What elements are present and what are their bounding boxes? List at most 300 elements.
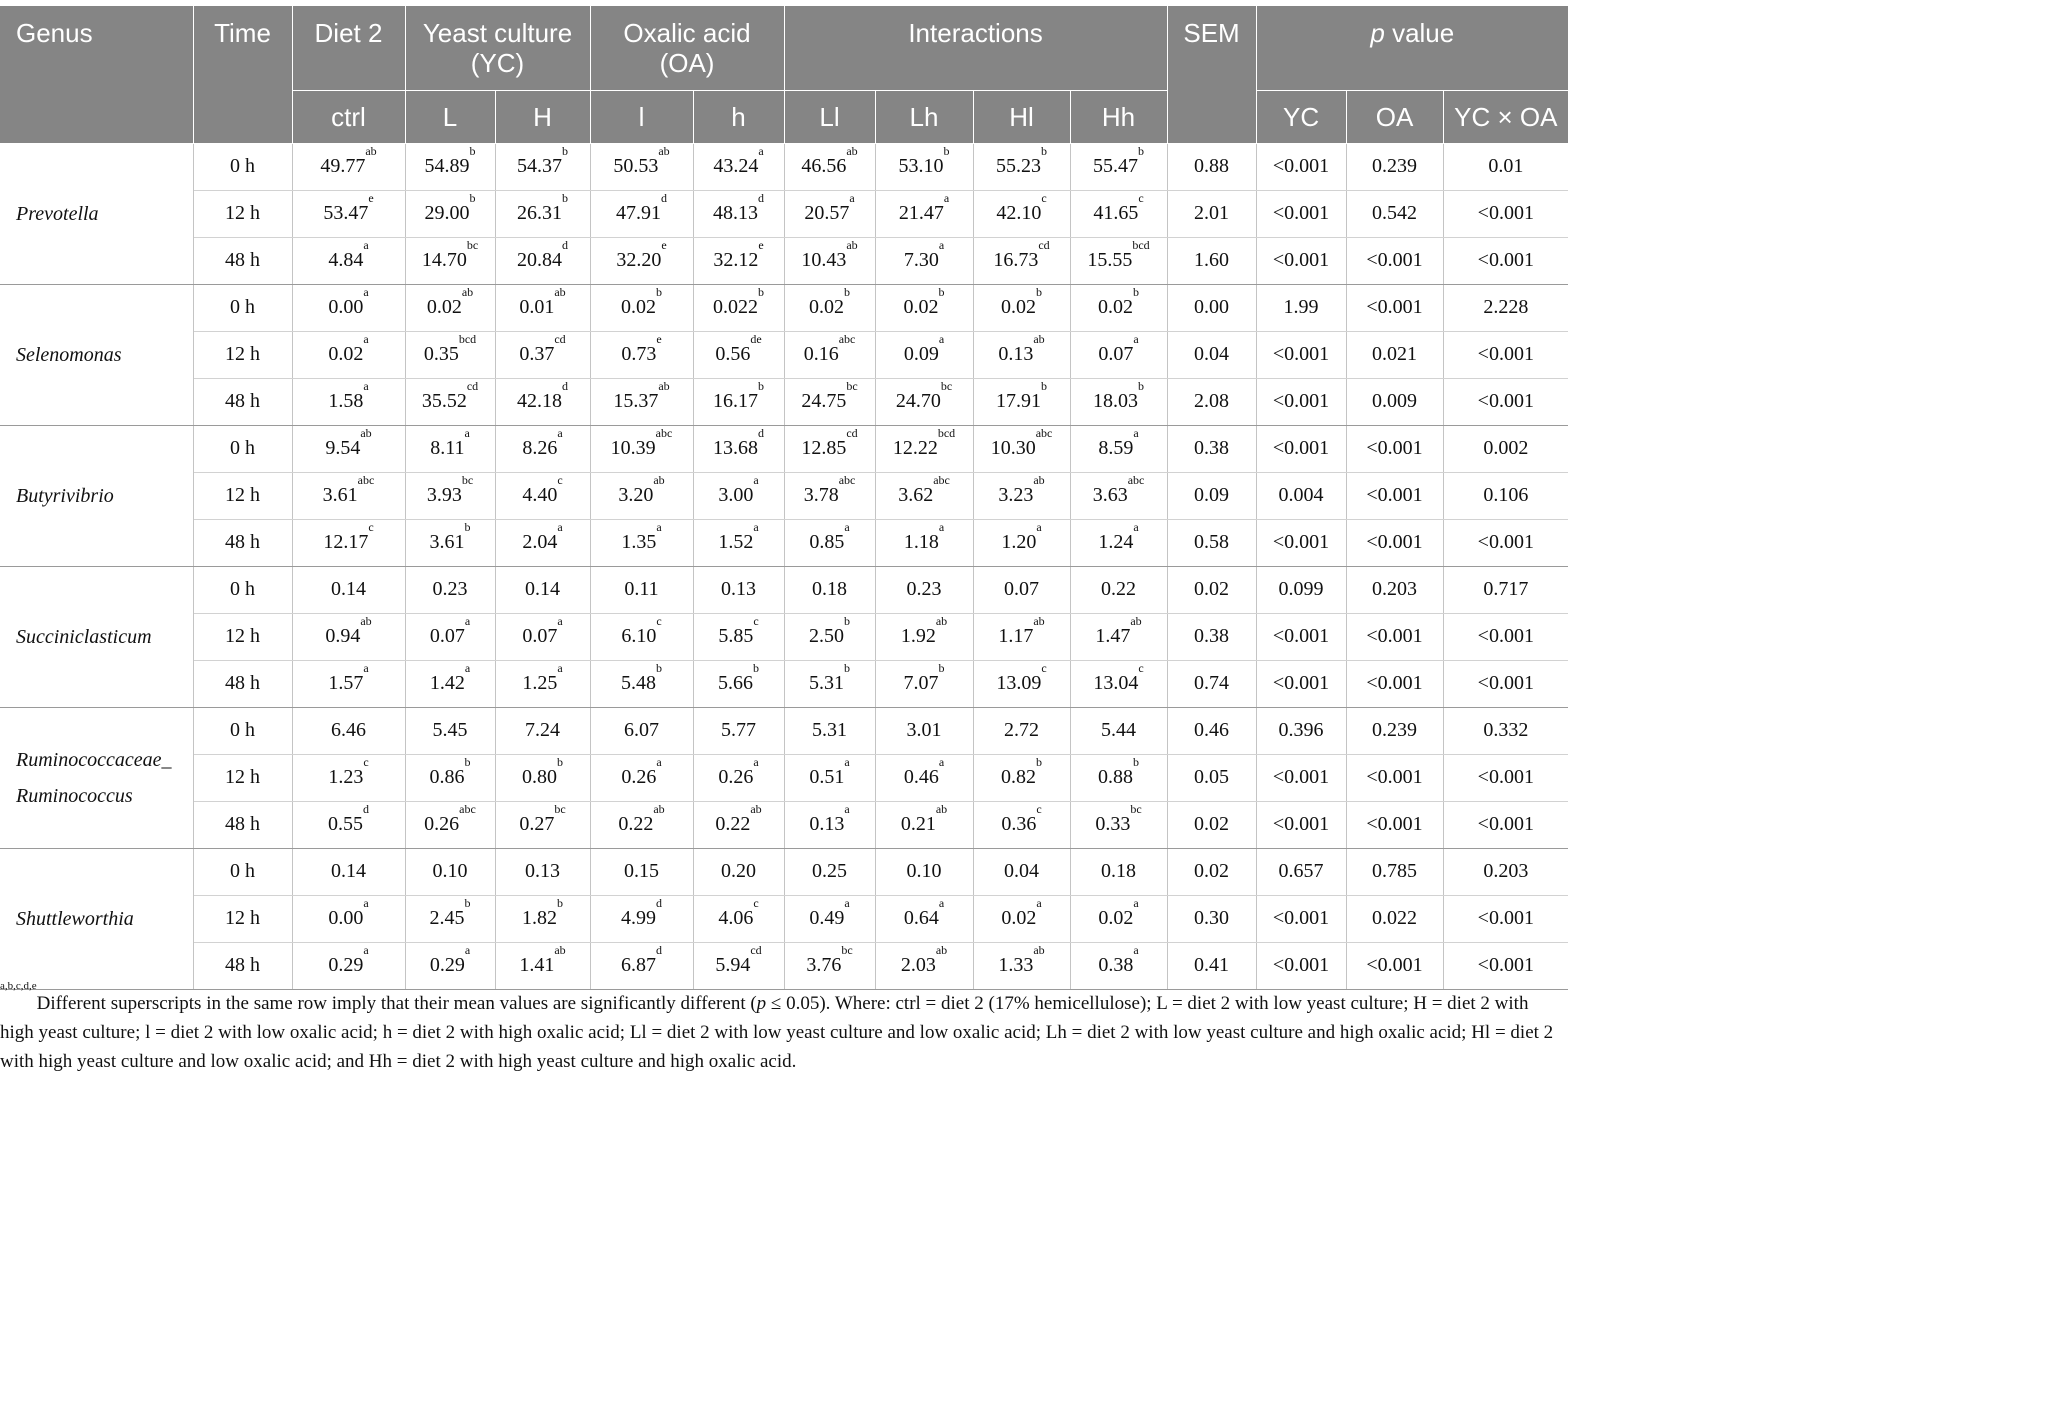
significance-letters: a	[363, 238, 369, 252]
value-cell	[1070, 237, 1167, 284]
mean-value: 0.11	[624, 578, 659, 600]
mean-value: 0.02	[1001, 907, 1037, 929]
p-value-cell: 0.542	[1346, 190, 1443, 237]
p-value-cell: 0.01	[1443, 143, 1568, 190]
mean-value: 32.20	[616, 249, 662, 271]
significance-letters: d	[656, 943, 662, 957]
mean-value: 0.21	[900, 813, 936, 835]
table-row	[0, 801, 1568, 848]
value-cell	[875, 472, 973, 519]
mean-value: 0.14	[331, 578, 366, 600]
value-cell	[973, 425, 1070, 472]
mean-value: 3.61	[322, 484, 358, 506]
mean-value: 17.91	[996, 390, 1042, 412]
value-cell	[292, 472, 405, 519]
significance-letters: cd	[750, 943, 762, 957]
significance-letters: c	[656, 614, 662, 628]
p-value-cell: <0.001	[1443, 237, 1568, 284]
mean-value: 53.10	[898, 155, 944, 177]
mean-value: 13.09	[996, 672, 1042, 694]
mean-value: 0.73	[621, 343, 657, 365]
value-cell	[973, 660, 1070, 707]
mean-value: 12.85	[801, 437, 847, 459]
significance-letters: b	[844, 661, 851, 675]
significance-letters: abc	[1035, 426, 1053, 440]
significance-letters: c	[1138, 661, 1144, 675]
value-cell	[973, 284, 1070, 331]
genus-cell: Succiniclasticum	[0, 566, 193, 707]
value-cell	[1070, 331, 1167, 378]
sem-cell: 0.02	[1167, 848, 1256, 895]
significance-letters: a	[758, 144, 764, 158]
p-value-cell: <0.001	[1256, 895, 1346, 942]
significance-letters: bcd	[458, 332, 477, 346]
mean-value: 1.58	[328, 390, 364, 412]
value-cell	[784, 566, 875, 613]
value-cell	[590, 237, 693, 284]
value-cell	[292, 284, 405, 331]
significance-letters: ab	[658, 144, 670, 158]
mean-value: 0.22	[715, 813, 751, 835]
significance-letters: abc	[459, 802, 476, 816]
table-row	[0, 237, 1568, 284]
mean-value: 1.18	[903, 531, 939, 553]
significance-letters: a	[1036, 896, 1042, 910]
subheader-hh: Hh	[1070, 90, 1167, 143]
mean-value: 1.23	[328, 766, 364, 788]
value-cell	[1070, 472, 1167, 519]
mean-value: 6.10	[621, 625, 657, 647]
value-cell	[405, 425, 495, 472]
value-cell	[405, 707, 495, 754]
value-cell	[1070, 660, 1167, 707]
mean-value: 54.89	[424, 155, 470, 177]
significance-letters: de	[750, 332, 762, 346]
table-row	[0, 331, 1568, 378]
value-cell	[405, 143, 495, 190]
header-genus: Genus	[0, 6, 193, 143]
mean-value: 0.02	[1098, 907, 1134, 929]
significance-letters: cd	[1038, 238, 1050, 252]
mean-value: 20.57	[804, 202, 850, 224]
value-cell	[405, 190, 495, 237]
value-cell	[292, 378, 405, 425]
significance-letters: b	[469, 191, 476, 205]
value-cell	[875, 895, 973, 942]
value-cell	[875, 801, 973, 848]
mean-value: 26.31	[517, 202, 562, 224]
value-cell	[784, 284, 875, 331]
significance-letters: a	[464, 426, 470, 440]
value-cell	[693, 707, 784, 754]
significance-letters: d	[758, 426, 764, 440]
table-row	[0, 472, 1568, 519]
header-p-italic: p	[1370, 18, 1385, 48]
header-sem: SEM	[1167, 6, 1256, 143]
significance-letters: b	[464, 896, 471, 910]
mean-value: 16.73	[993, 249, 1039, 271]
significance-letters: b	[943, 144, 950, 158]
time-cell: 48 h	[193, 942, 292, 989]
mean-value: 49.77	[320, 155, 366, 177]
significance-letters: a	[557, 426, 563, 440]
p-value-cell: 0.022	[1346, 895, 1443, 942]
significance-letters: c	[1041, 191, 1047, 205]
value-cell	[292, 801, 405, 848]
mean-value: 0.82	[1001, 766, 1037, 788]
table-row	[0, 895, 1568, 942]
significance-letters: a	[1133, 426, 1139, 440]
mean-value: 0.55	[328, 813, 363, 835]
p-value-cell: <0.001	[1443, 331, 1568, 378]
p-value-cell: <0.001	[1256, 613, 1346, 660]
subheader-l-upper: L	[405, 90, 495, 143]
mean-value: 3.01	[906, 719, 942, 741]
time-cell: 0 h	[193, 848, 292, 895]
significance-letters: c	[1041, 661, 1047, 675]
p-value-cell: <0.001	[1443, 190, 1568, 237]
table-row	[0, 707, 1568, 754]
value-cell	[1070, 566, 1167, 613]
subheader-lh: Lh	[875, 90, 973, 143]
value-cell	[405, 801, 495, 848]
mean-value: 0.02	[328, 343, 364, 365]
significance-letters: ab	[658, 379, 670, 393]
footnote-superscripts: a,b,c,d,e	[0, 980, 37, 992]
mean-value: 2.03	[900, 954, 936, 976]
p-value-cell: <0.001	[1346, 237, 1443, 284]
header-diet2: Diet 2	[292, 6, 405, 90]
mean-value: 3.20	[618, 484, 654, 506]
time-cell: 12 h	[193, 895, 292, 942]
mean-value: 0.86	[429, 766, 465, 788]
significance-letters: bc	[1130, 802, 1142, 816]
mean-value: 3.76	[806, 954, 842, 976]
significance-letters: a	[753, 473, 759, 487]
significance-letters: abc	[838, 473, 856, 487]
value-cell	[875, 237, 973, 284]
time-cell: 0 h	[193, 707, 292, 754]
value-cell	[405, 754, 495, 801]
header-oxalic-acid: Oxalic acid (OA)	[590, 6, 784, 90]
subheader-h-lower: h	[693, 90, 784, 143]
table-row	[0, 190, 1568, 237]
p-value-cell: 0.002	[1443, 425, 1568, 472]
mean-value: 1.33	[998, 954, 1034, 976]
significance-letters: bc	[466, 238, 479, 252]
value-cell	[1070, 190, 1167, 237]
mean-value: 1.35	[621, 531, 657, 553]
mean-value: 3.78	[803, 484, 839, 506]
mean-value: 4.99	[621, 907, 656, 929]
value-cell	[693, 284, 784, 331]
significance-letters: ab	[750, 802, 762, 816]
value-cell	[973, 754, 1070, 801]
value-cell	[784, 472, 875, 519]
value-cell	[1070, 754, 1167, 801]
value-cell	[495, 613, 590, 660]
header-p-rest: value	[1384, 18, 1455, 48]
mean-value: 1.24	[1098, 531, 1134, 553]
time-cell: 0 h	[193, 284, 292, 331]
mean-value: 5.48	[621, 672, 656, 694]
table-row	[0, 848, 1568, 895]
significance-letters: b	[562, 144, 568, 158]
significance-letters: b	[1138, 379, 1145, 393]
mean-value: 0.29	[429, 954, 465, 976]
mean-value: 0.22	[1101, 578, 1137, 600]
p-value-cell: 0.021	[1346, 331, 1443, 378]
significance-letters: a	[844, 802, 850, 816]
mean-value: 6.87	[621, 954, 656, 976]
significance-letters: a	[557, 661, 563, 675]
mean-value: 1.52	[718, 531, 754, 553]
value-cell	[875, 566, 973, 613]
mean-value: 14.70	[421, 249, 467, 271]
p-value-cell: 0.332	[1443, 707, 1568, 754]
p-value-cell: <0.001	[1256, 190, 1346, 237]
significance-letters: c	[557, 473, 563, 487]
value-cell	[784, 519, 875, 566]
value-cell	[784, 895, 875, 942]
mean-value: 0.01	[519, 296, 555, 318]
significance-letters: abc	[655, 426, 673, 440]
value-cell	[784, 707, 875, 754]
significance-letters: d	[363, 802, 369, 816]
value-cell	[590, 425, 693, 472]
mean-value: 0.13	[721, 578, 756, 600]
table-row	[0, 143, 1568, 190]
p-value-cell: <0.001	[1256, 754, 1346, 801]
value-cell	[590, 754, 693, 801]
mean-value: 3.93	[426, 484, 462, 506]
significance-letters: a	[557, 614, 563, 628]
mean-value: 0.14	[525, 578, 560, 600]
mean-value: 0.46	[903, 766, 939, 788]
value-cell	[784, 848, 875, 895]
significance-letters: a	[557, 520, 563, 534]
value-cell	[590, 190, 693, 237]
value-cell	[495, 801, 590, 848]
value-cell	[590, 284, 693, 331]
mean-value: 0.37	[519, 343, 555, 365]
p-value-cell: <0.001	[1443, 519, 1568, 566]
mean-value: 55.47	[1093, 155, 1139, 177]
value-cell	[405, 848, 495, 895]
significance-letters: a	[753, 755, 759, 769]
value-cell	[875, 707, 973, 754]
p-value-cell: 0.657	[1256, 848, 1346, 895]
significance-letters: a	[1133, 943, 1139, 957]
significance-letters: ab	[554, 943, 566, 957]
value-cell	[693, 378, 784, 425]
significance-letters: d	[758, 191, 764, 205]
significance-letters: c	[753, 896, 759, 910]
value-cell	[875, 425, 973, 472]
mean-value: 42.10	[996, 202, 1042, 224]
significance-letters: b	[758, 379, 764, 393]
value-cell	[292, 190, 405, 237]
significance-letters: c	[363, 755, 369, 769]
significance-letters: bc	[554, 802, 566, 816]
significance-letters: b	[656, 285, 662, 299]
mean-value: 8.11	[430, 437, 465, 459]
mean-value: 7.24	[525, 719, 560, 741]
significance-letters: a	[1133, 896, 1139, 910]
sem-cell: 1.60	[1167, 237, 1256, 284]
mean-value: 6.46	[331, 719, 366, 741]
mean-value: 0.33	[1095, 813, 1131, 835]
value-cell	[405, 284, 495, 331]
mean-value: 15.55	[1087, 249, 1133, 271]
value-cell	[784, 942, 875, 989]
significance-letters: b	[1041, 379, 1048, 393]
value-cell	[405, 660, 495, 707]
value-cell	[875, 190, 973, 237]
p-value-cell: 2.228	[1443, 284, 1568, 331]
mean-value: 0.07	[429, 625, 465, 647]
mean-value: 0.23	[906, 578, 942, 600]
mean-value: 24.70	[895, 390, 941, 412]
genus-abundance-table	[0, 6, 1568, 990]
significance-letters: ab	[365, 144, 377, 158]
mean-value: 0.00	[328, 907, 364, 929]
genus-cell: Ruminococcaceae_ Ruminococcus	[0, 707, 193, 848]
value-cell	[495, 331, 590, 378]
mean-value: 0.27	[519, 813, 555, 835]
significance-letters: a	[938, 238, 945, 252]
value-cell	[292, 707, 405, 754]
value-cell	[495, 472, 590, 519]
mean-value: 0.49	[809, 907, 845, 929]
mean-value: 0.25	[812, 860, 848, 882]
sem-cell: 0.02	[1167, 801, 1256, 848]
value-cell	[590, 519, 693, 566]
subheader-h-upper: H	[495, 90, 590, 143]
sem-cell: 0.02	[1167, 566, 1256, 613]
value-cell	[1070, 519, 1167, 566]
value-cell	[495, 519, 590, 566]
p-value-cell: <0.001	[1256, 519, 1346, 566]
mean-value: 0.022	[713, 296, 758, 318]
significance-letters: c	[368, 520, 374, 534]
significance-letters: bc	[940, 379, 953, 393]
sem-cell: 0.00	[1167, 284, 1256, 331]
mean-value: 5.66	[718, 672, 753, 694]
value-cell	[784, 237, 875, 284]
time-cell: 48 h	[193, 519, 292, 566]
table-row	[0, 613, 1568, 660]
mean-value: 32.12	[713, 249, 759, 271]
subheader-p-yc: YC	[1256, 90, 1346, 143]
genus-cell: Shuttleworthia	[0, 848, 193, 989]
table-row	[0, 660, 1568, 707]
value-cell	[495, 143, 590, 190]
p-value-cell: 0.785	[1346, 848, 1443, 895]
mean-value: 1.25	[522, 672, 558, 694]
significance-letters: a	[363, 285, 369, 299]
significance-letters: a	[844, 896, 850, 910]
significance-letters: a	[464, 661, 471, 675]
table-row	[0, 284, 1568, 331]
mean-value: 4.84	[328, 249, 364, 271]
sem-cell: 0.04	[1167, 331, 1256, 378]
significance-letters: b	[1138, 144, 1145, 158]
value-cell	[973, 848, 1070, 895]
value-cell	[1070, 378, 1167, 425]
mean-value: 0.04	[1004, 860, 1040, 882]
p-value-cell: 0.239	[1346, 143, 1443, 190]
value-cell	[973, 942, 1070, 989]
value-cell	[590, 707, 693, 754]
p-value-cell: 0.004	[1256, 472, 1346, 519]
mean-value: 55.23	[996, 155, 1042, 177]
subheader-l-lower: l	[590, 90, 693, 143]
value-cell	[495, 425, 590, 472]
value-cell	[292, 143, 405, 190]
mean-value: 41.65	[1093, 202, 1139, 224]
mean-value: 16.17	[713, 390, 758, 412]
value-cell	[1070, 942, 1167, 989]
significance-letters: ab	[935, 943, 948, 957]
mean-value: 3.23	[998, 484, 1034, 506]
significance-letters: b	[1133, 755, 1140, 769]
p-value-cell: 0.717	[1443, 566, 1568, 613]
value-cell	[875, 284, 973, 331]
mean-value: 3.63	[1092, 484, 1128, 506]
mean-value: 0.36	[1001, 813, 1037, 835]
significance-letters: a	[363, 332, 369, 346]
sem-cell: 2.08	[1167, 378, 1256, 425]
value-cell	[1070, 143, 1167, 190]
mean-value: 10.39	[610, 437, 656, 459]
value-cell	[292, 566, 405, 613]
value-cell	[875, 942, 973, 989]
value-cell	[590, 143, 693, 190]
value-cell	[292, 519, 405, 566]
p-value-cell: <0.001	[1346, 425, 1443, 472]
mean-value: 20.84	[517, 249, 562, 271]
significance-letters: c	[753, 614, 759, 628]
table-body	[0, 143, 1568, 989]
mean-value: 0.26	[718, 766, 754, 788]
mean-value: 0.13	[998, 343, 1034, 365]
value-cell	[693, 143, 784, 190]
p-value-cell: <0.001	[1443, 660, 1568, 707]
genus-cell: Prevotella	[0, 143, 193, 284]
significance-letters: bcd	[1132, 238, 1150, 252]
mean-value: 7.30	[903, 249, 939, 271]
significance-letters: b	[753, 661, 759, 675]
value-cell	[875, 378, 973, 425]
p-value-cell: <0.001	[1443, 942, 1568, 989]
mean-value: 1.92	[900, 625, 936, 647]
sem-cell: 0.38	[1167, 613, 1256, 660]
significance-letters: b	[844, 614, 851, 628]
value-cell	[693, 848, 784, 895]
sem-cell: 0.41	[1167, 942, 1256, 989]
time-cell: 12 h	[193, 331, 292, 378]
significance-letters: e	[656, 332, 662, 346]
mean-value: 1.47	[1095, 625, 1131, 647]
value-cell	[405, 519, 495, 566]
p-value-cell: <0.001	[1443, 613, 1568, 660]
significance-letters: d	[656, 896, 662, 910]
value-cell	[784, 754, 875, 801]
value-cell	[292, 660, 405, 707]
table-row	[0, 378, 1568, 425]
value-cell	[693, 237, 784, 284]
